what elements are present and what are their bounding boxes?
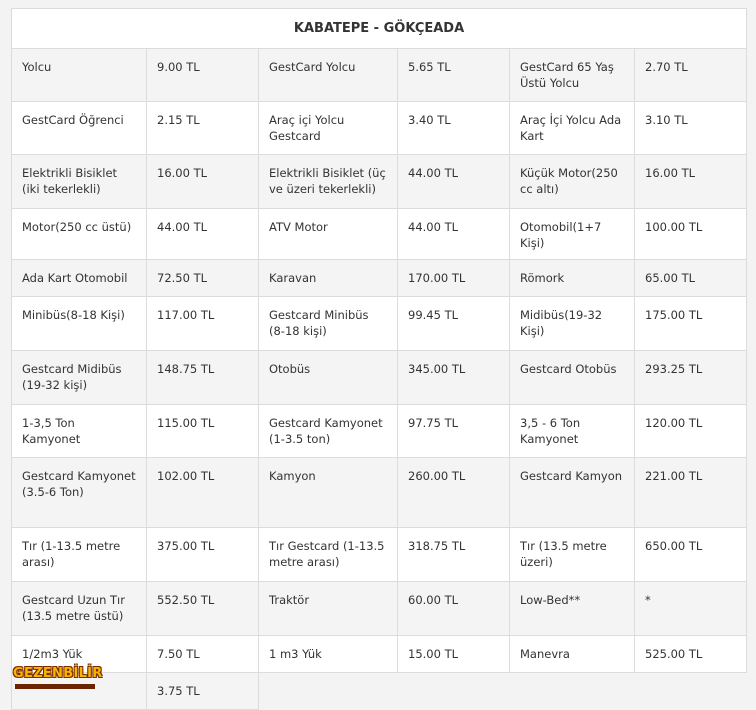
fare-item-price: 115.00 TL	[147, 405, 259, 458]
fare-item-name: Gestcard Otobüs	[510, 351, 635, 405]
fare-table	[11, 8, 747, 710]
fare-item-price: 345.00 TL	[398, 351, 510, 405]
fare-item-price: 2.70 TL	[635, 49, 747, 102]
fare-item-name: Motor(250 cc üstü)	[12, 209, 147, 260]
fare-item-price: 7.50 TL	[147, 636, 259, 673]
fare-item-name: ATV Motor	[259, 209, 398, 260]
fare-item-name: GestCard Yolcu	[259, 49, 398, 102]
gezenbilir-logo	[13, 666, 105, 692]
table-row	[12, 582, 747, 636]
fare-item-name: Traktör	[259, 582, 398, 636]
fare-item-name: Gestcard Uzun Tır (13.5 metre üstü)	[12, 582, 147, 636]
fare-item-name: Minibüs(8-18 Kişi)	[12, 297, 147, 351]
table-row	[12, 209, 747, 260]
fare-item-price: 44.00 TL	[398, 209, 510, 260]
fare-item-name: Kamyon	[259, 458, 398, 528]
fare-item-name: Ada Kart Otomobil	[12, 260, 147, 297]
fare-item-price: 552.50 TL	[147, 582, 259, 636]
fare-item-price: 65.00 TL	[635, 260, 747, 297]
fare-item-price: 102.00 TL	[147, 458, 259, 528]
table-row	[12, 673, 747, 710]
fare-item-name: 1 m3 Yük	[259, 636, 398, 673]
fare-item-price: 170.00 TL	[398, 260, 510, 297]
fare-item-price: 60.00 TL	[398, 582, 510, 636]
fare-item-name: Küçük Motor(250 cc altı)	[510, 155, 635, 209]
fare-item-price: 3.75 TL	[147, 673, 259, 710]
fare-item-price: 293.25 TL	[635, 351, 747, 405]
fare-item-name: Low-Bed**	[510, 582, 635, 636]
fare-item-name: Araç İçi Yolcu Ada Kart	[510, 102, 635, 155]
table-row	[12, 260, 747, 297]
fare-item-name: 1/2m3 Yük	[12, 636, 147, 673]
fare-item-name: 3,5 - 6 Ton Kamyonet	[510, 405, 635, 458]
fare-item-price: 148.75 TL	[147, 351, 259, 405]
table-row	[12, 297, 747, 351]
fare-item-name: Elektrikli Bisiklet (iki tekerlekli)	[12, 155, 147, 209]
fare-item-price: 72.50 TL	[147, 260, 259, 297]
table-row	[12, 102, 747, 155]
fare-item-name: Araç içi Yolcu Gestcard	[259, 102, 398, 155]
fare-item-price: 5.65 TL	[398, 49, 510, 102]
fare-item-price: 44.00 TL	[147, 209, 259, 260]
fare-item-name: Yolcu	[12, 49, 147, 102]
fare-item-name: 1-3,5 Ton Kamyonet	[12, 405, 147, 458]
fare-item-price: 44.00 TL	[398, 155, 510, 209]
fare-item-name: Tır (1-13.5 metre arası)	[12, 528, 147, 582]
table-row	[12, 155, 747, 209]
fare-item-price: 100.00 TL	[635, 209, 747, 260]
fare-item-price: 375.00 TL	[147, 528, 259, 582]
table-row	[12, 351, 747, 405]
fare-item-name: Gestcard Kamyon	[510, 458, 635, 528]
fare-item-name: Tır (13.5 metre üzeri)	[510, 528, 635, 582]
fare-table-container	[11, 8, 746, 710]
fare-item-name: Tır Gestcard (1-13.5 metre arası)	[259, 528, 398, 582]
fare-item-price: 175.00 TL	[635, 297, 747, 351]
fare-item-price: *	[635, 582, 747, 636]
fare-item-price: 3.10 TL	[635, 102, 747, 155]
fare-item-price: 117.00 TL	[147, 297, 259, 351]
fare-item-price: 650.00 TL	[635, 528, 747, 582]
table-row	[12, 405, 747, 458]
fare-item-price: 2.15 TL	[147, 102, 259, 155]
fare-item-price: 120.00 TL	[635, 405, 747, 458]
fare-item-name: Gestcard Midibüs (19-32 kişi)	[12, 351, 147, 405]
fare-item-price: 3.40 TL	[398, 102, 510, 155]
fare-item-price: 15.00 TL	[398, 636, 510, 673]
fare-item-name: Manevra	[510, 636, 635, 673]
table-row	[12, 528, 747, 582]
fare-item-price: 16.00 TL	[147, 155, 259, 209]
fare-item-name: Otomobil(1+7 Kişi)	[510, 209, 635, 260]
fare-item-name: Karavan	[259, 260, 398, 297]
table-title: KABATEPE - GÖKÇEADA	[12, 9, 747, 49]
fare-item-name: Gestcard Minibüs (8-18 kişi)	[259, 297, 398, 351]
empty-cell	[259, 673, 747, 710]
fare-item-name: Elektrikli Bisiklet (üç ve üzeri tekerlekli)	[259, 155, 398, 209]
fare-item-price: 99.45 TL	[398, 297, 510, 351]
fare-item-price: 16.00 TL	[635, 155, 747, 209]
fare-item-name: Römork	[510, 260, 635, 297]
fare-item-price: 318.75 TL	[398, 528, 510, 582]
fare-item-name: Midibüs(19-32 Kişi)	[510, 297, 635, 351]
fare-item-price: 260.00 TL	[398, 458, 510, 528]
logo-text: GEZENBİLİR	[13, 666, 103, 681]
fare-item-price: 525.00 TL	[635, 636, 747, 673]
fare-item-name: Otobüs	[259, 351, 398, 405]
table-row	[12, 636, 747, 673]
logo-underline-bar	[15, 684, 95, 689]
fare-item-price: 97.75 TL	[398, 405, 510, 458]
fare-item-price: 9.00 TL	[147, 49, 259, 102]
fare-item-price: 221.00 TL	[635, 458, 747, 528]
fare-item-name: GestCard Öğrenci	[12, 102, 147, 155]
table-row	[12, 49, 747, 102]
fare-item-name: Gestcard Kamyonet (3.5-6 Ton)	[12, 458, 147, 528]
table-row	[12, 458, 747, 528]
fare-item-name: Gestcard Kamyonet (1-3.5 ton)	[259, 405, 398, 458]
fare-item-name: GestCard 65 Yaş Üstü Yolcu	[510, 49, 635, 102]
